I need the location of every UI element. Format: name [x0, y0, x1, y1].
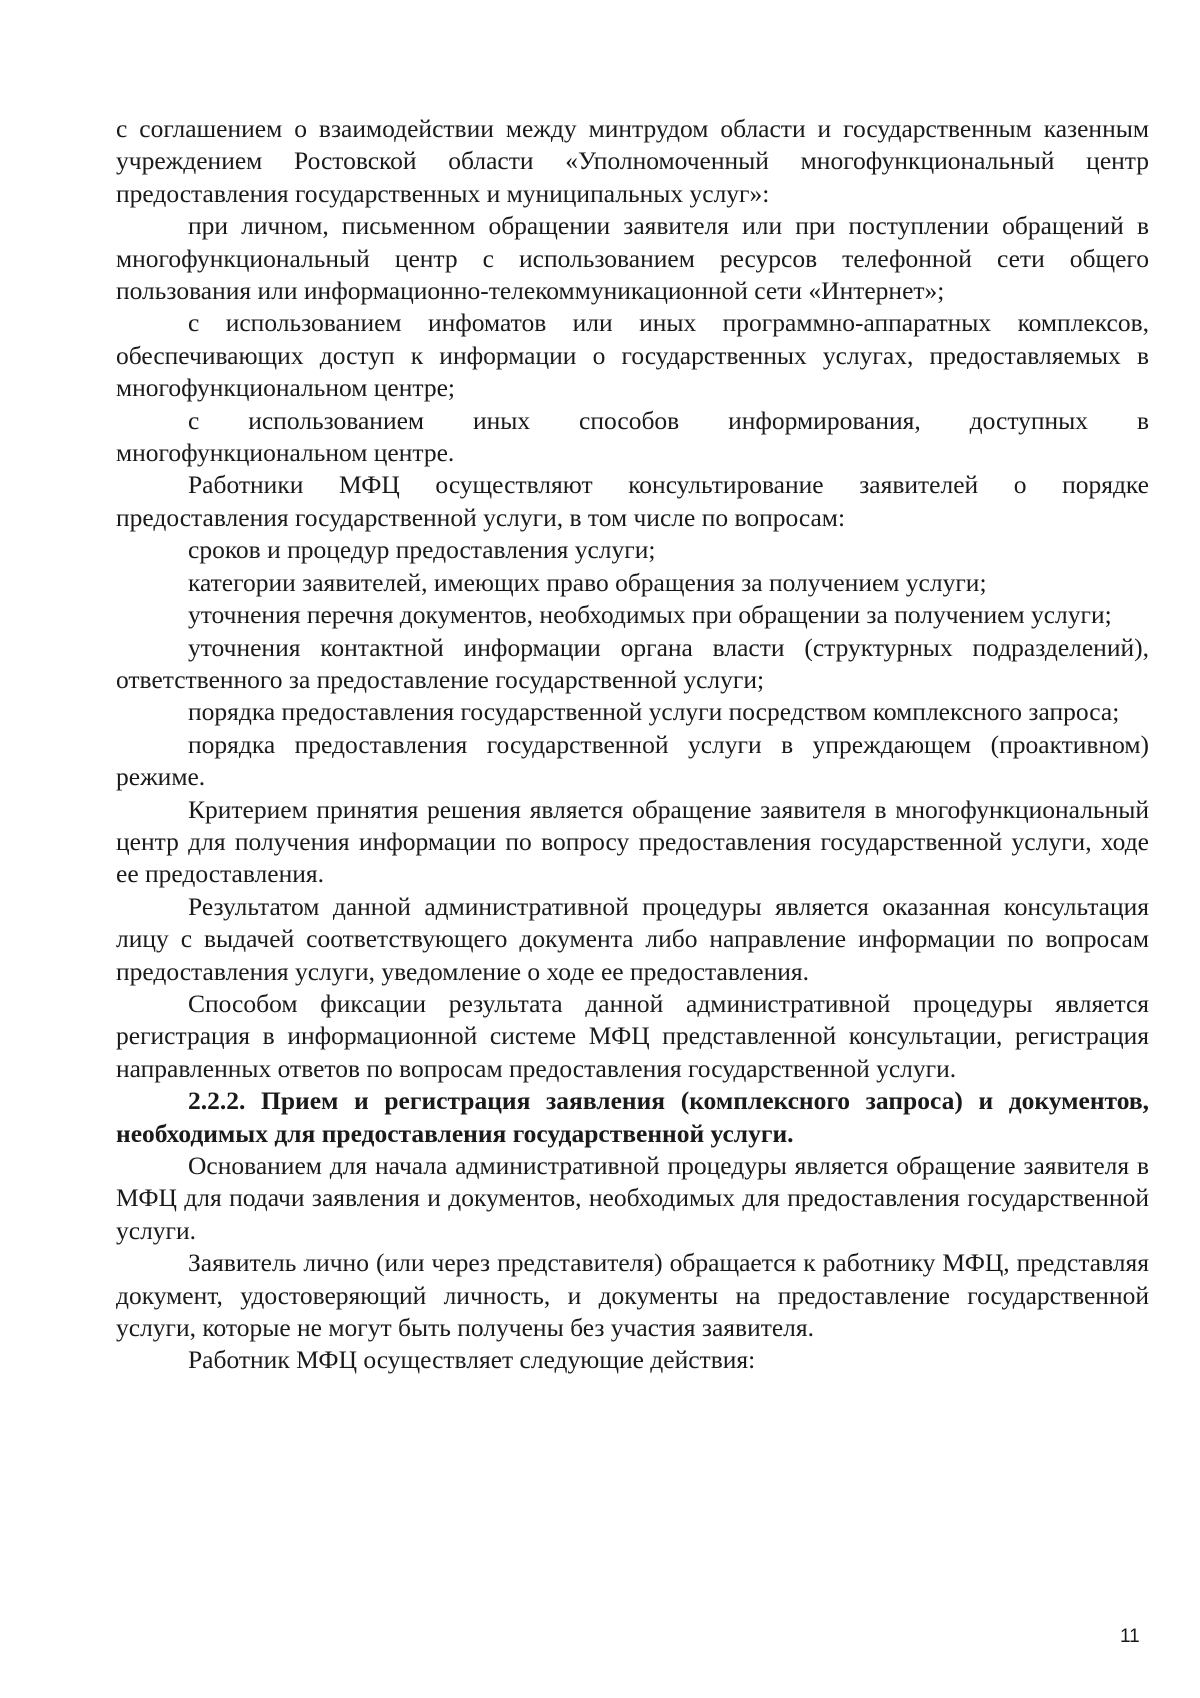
paragraph: Способом фиксации результата данной административной процедуры является регистрация в информационной системе МФЦ представленной консультации, регистрация направленных ответов по вопросам предоставления государственной услуги.: [116, 988, 1149, 1083]
list-item: категории заявителей, имеющих право обращения за получением услуги;: [188, 567, 987, 597]
paragraph: при личном, письменном обращении заявителя или при поступлении обращений в многофункциональный центр с использованием ресурсов телефонной сети общего пользования или информационно-телекоммуникационной сети «Интернет»;: [116, 211, 1149, 306]
paragraph: Заявитель лично (или через представителя) обращается к работнику МФЦ, представляя документ, удостоверяющий личность, и документы на предоставление государственной услуги, которые не могут быть получены без участия заявителя.: [116, 1248, 1149, 1343]
list-item: уточнения перечня документов, необходимых при обращении за получением услуги;: [188, 600, 1112, 630]
list-item: порядка предоставления государственной услуги посредством комплексного запроса;: [188, 697, 1120, 727]
list-item: сроков и процедур предоставления услуги;: [188, 535, 656, 565]
list-item: уточнения контактной информации органа власти (структурных подразделений), ответственного за предоставление государственной услуги;: [116, 632, 1149, 694]
list-item: порядка предоставления государственной услуги в упреждающем (проактивном) режиме.: [116, 729, 1149, 792]
paragraph: Результатом данной административной процедуры является оказанная консультация лицу с выдачей соответствующего документа либо направление информации по вопросам предоставления услуги, уведомление о ходе ее предоставления.: [116, 891, 1149, 986]
paragraph: с использованием инфоматов или иных программно-аппаратных комплексов, обеспечивающих доступ к информации о государственных услугах, предоставляемых в многофункциональном центре;: [116, 308, 1149, 403]
section-heading: 2.2.2. Прием и регистрация заявления (комплексного запроса) и документов, необходимых для предоставления государственной услуги.: [116, 1086, 1149, 1148]
paragraph: Основанием для начала административной процедуры является обращение заявителя в МФЦ для подачи заявления и документов, необходимых для предоставления государственной услуги.: [116, 1151, 1149, 1245]
paragraph: с использованием иных способов информирования, доступных в многофункциональном центре.: [116, 405, 1149, 468]
paragraph: Критерием принятия решения является обращение заявителя в многофункциональный центр для получения информации по вопросу предоставления государственной услуги, ходе ее предоставления.: [116, 794, 1149, 889]
paragraph: Работники МФЦ осуществляют консультирование заявителей о порядке предоставления государственной услуги, в том числе по вопросам:: [116, 470, 1149, 532]
document-body: [116, 113, 1149, 1377]
paragraph: Работник МФЦ осуществляет следующие действия:: [188, 1345, 756, 1375]
paragraph: с соглашением о взаимодействии между минтрудом области и государственным казенным учреждением Ростовской области «Уполномоченный многофункциональный центр предоставления государственных и муниципальных услуг»:: [116, 114, 1149, 208]
page-number: 11: [1120, 1626, 1140, 1647]
